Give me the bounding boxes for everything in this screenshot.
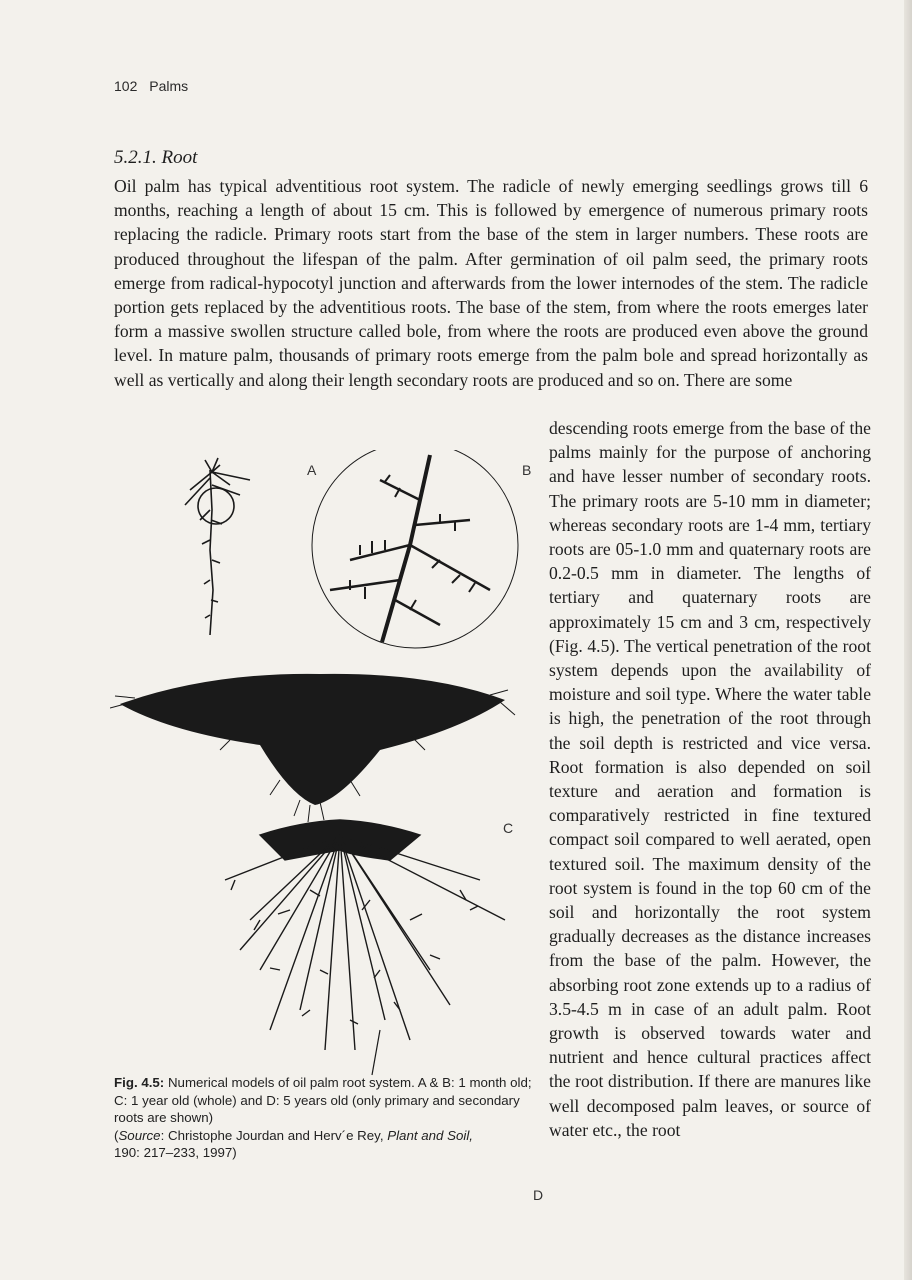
panel-c-one-year-root-mass bbox=[110, 674, 515, 822]
panel-label-b: B bbox=[522, 462, 532, 478]
running-header bbox=[114, 78, 188, 94]
panel-label-a: A bbox=[307, 462, 317, 478]
figure-caption-text: Numerical models of oil palm root system. A & B: 1 month old; C: 1 year old (whole) and D: 5 years old (only primary and secondary roots are shown) bbox=[114, 1075, 532, 1125]
page-edge-shadow bbox=[904, 0, 912, 1280]
running-title: Palms bbox=[149, 78, 189, 94]
body-paragraph-full-width: Oil palm has typical adventitious root system. The radicle of newly emerging seedlings grows till 6 months, reaching a length of about 15 cm. This is followed by emergence of numerous primary roots replacing the radicle. Primary roots start from the base of the stem in larger numbers. These roots are produced throughout the lifespan of the palm. After germination of oil palm seed, the primary roots emerge from radical-hypocotyl junction and afterwards from the lower internodes of the stem. The radicle portion gets replaced by the adventitious roots. The base of the stem, from where the roots emerges later form a massive swollen structure called bole, from where the roots are produced even above the ground level. In mature palm, thousands of primary roots emerge from the palm bole and spread horizontally as well as vertically and along their length secondary roots are produced and so on. There are some bbox=[114, 176, 868, 390]
panel-d-five-year-root-system bbox=[225, 820, 505, 1075]
source-label: Source bbox=[118, 1127, 161, 1143]
panel-b-magnified-root bbox=[312, 450, 518, 648]
panel-label-d: D bbox=[533, 1187, 544, 1203]
page-number: 102 bbox=[114, 78, 138, 94]
section-heading: 5.2.1. Root bbox=[114, 147, 198, 168]
figure-number: Fig. 4.5: bbox=[114, 1075, 165, 1090]
panel-a-seedling-root bbox=[185, 458, 250, 635]
source-open-paren: ( bbox=[114, 1127, 119, 1143]
figure-caption bbox=[114, 1074, 534, 1162]
figure-4-5 bbox=[110, 450, 550, 1090]
source-journal: Plant and Soil, bbox=[387, 1127, 473, 1143]
source-reference: 190: 217–233, 1997) bbox=[114, 1145, 237, 1160]
panel-label-c: C bbox=[503, 820, 514, 836]
body-paragraph-right-column: descending roots emerge from the base of the palms mainly for the purpose of anchoring and have lesser number of secondary roots. The primary roots are 5-10 mm in diameter; whereas secondary roots are 1-4 mm, tertiary roots are 05-1.0 mm and quaternary roots are 0.2-0.5 mm in diameter. The lengths of tertiary and quaternary roots are approximately 15 cm and 3 cm, respectively (Fig. 4.5). The vertical penetration of the root system depends upon the availability of moisture and soil type. Where the water table is high, the penetration of the root through the soil depth is restricted and vice versa. Root formation is also depended on soil texture and aeration and formation is comparatively restricted in fine textured compact soil compared to well aerated, open textured soil. The maximum density of the root system is found in the top 60 cm of the soil and horizontally the root system gradually decreases as the distance increases from the base of the palm. However, the absorbing root zone extends up to a radius of 3.5-4.5 m in case of an adult palm. Root growth is observed towards water and nutrient and hence cultural practices affect the root distribution. If there are manures like well decomposed palm leaves, or source of water etc., the root bbox=[549, 418, 871, 1140]
source-authors: : Christophe Jourdan and Herv´e Rey, bbox=[160, 1127, 388, 1143]
root-model-illustration bbox=[110, 450, 550, 1090]
